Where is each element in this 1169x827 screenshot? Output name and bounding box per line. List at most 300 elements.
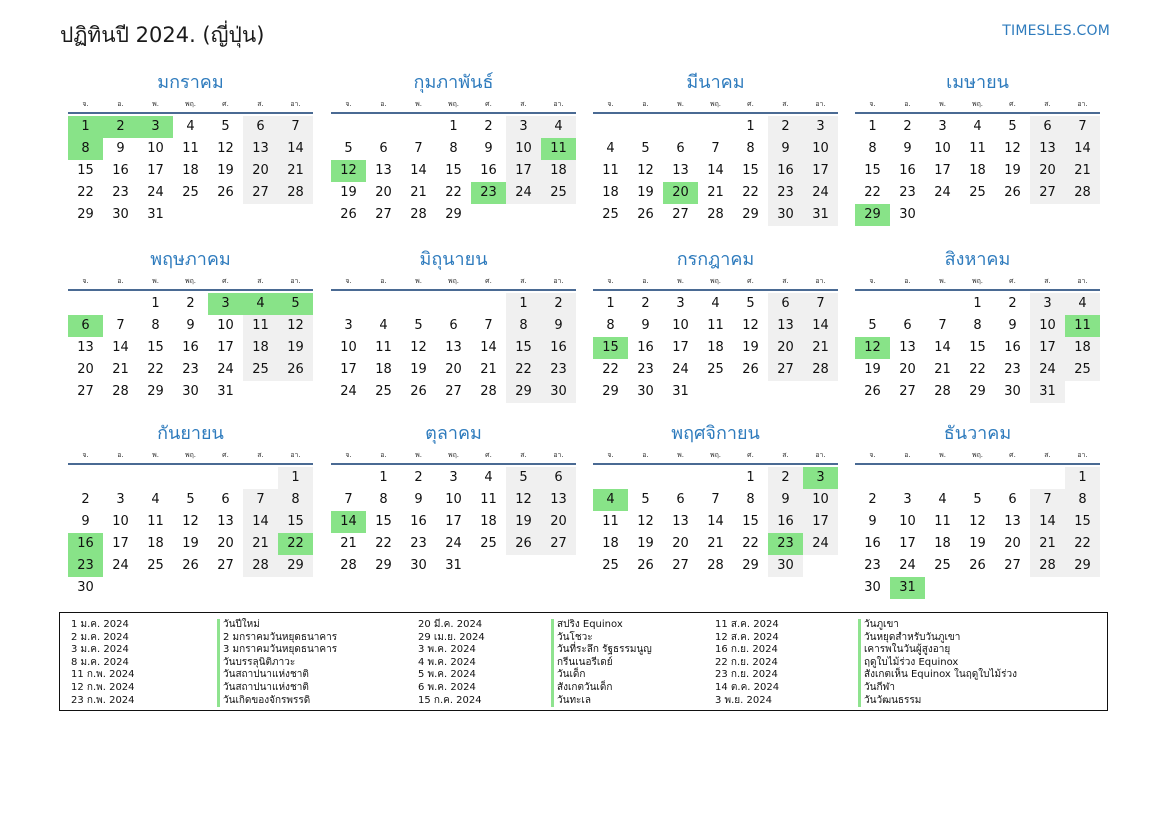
day-cell[interactable]: 12 [217,141,234,156]
day-cell[interactable]: 27 [1030,182,1065,204]
day-cell[interactable]: 15 [742,514,759,529]
day-cell[interactable]: 25 [480,536,497,551]
day-cell[interactable]: 11 [707,318,724,333]
day-cell[interactable]: 12 [410,340,427,355]
day-cell[interactable]: 11 [480,492,497,507]
day-cell[interactable]: 23 [637,362,654,377]
day-cell[interactable]: 4 [938,492,947,507]
day-cell[interactable]: 20 [243,160,278,182]
day-cell[interactable]: 29 [147,384,164,399]
day-cell[interactable]: 16 [899,163,916,178]
day-cell[interactable]: 19 [410,362,427,377]
day-cell[interactable]: 17 [672,340,689,355]
day-cell[interactable]: 19 [278,337,313,359]
day-cell[interactable]: 4 [711,296,720,311]
day-cell[interactable]: 14 [934,340,951,355]
day-cell[interactable]: 27 [243,182,278,204]
day-cell[interactable]: 6 [676,492,685,507]
day-cell[interactable]: 3 [803,467,838,489]
day-cell[interactable]: 30 [1004,384,1021,399]
day-cell[interactable]: 29 [77,207,94,222]
day-cell[interactable]: 4 [1065,293,1100,315]
day-cell[interactable]: 22 [506,359,541,381]
day-cell[interactable]: 31 [803,204,838,226]
day-cell[interactable]: 20 [663,182,698,204]
day-cell[interactable]: 24 [803,533,838,555]
day-cell[interactable]: 14 [480,340,497,355]
day-cell[interactable]: 20 [541,511,576,533]
day-cell[interactable]: 15 [445,163,462,178]
day-cell[interactable]: 14 [707,514,724,529]
day-cell[interactable]: 7 [484,318,493,333]
day-cell[interactable]: 19 [506,511,541,533]
day-cell[interactable]: 25 [602,558,619,573]
day-cell[interactable]: 15 [278,511,313,533]
day-cell[interactable]: 9 [1008,318,1017,333]
day-cell[interactable]: 17 [934,163,951,178]
day-cell[interactable]: 23 [471,182,506,204]
day-cell[interactable]: 7 [711,492,720,507]
day-cell[interactable]: 18 [707,340,724,355]
day-cell[interactable]: 25 [243,359,278,381]
day-cell[interactable]: 5 [506,467,541,489]
day-cell[interactable]: 15 [864,163,881,178]
day-cell[interactable]: 5 [344,141,353,156]
day-cell[interactable]: 10 [803,489,838,511]
day-cell[interactable]: 22 [77,185,94,200]
day-cell[interactable]: 5 [221,119,230,134]
site-link[interactable]: TIMESLES.COM [1002,23,1110,39]
day-cell[interactable]: 3 [903,492,912,507]
day-cell[interactable]: 3 [938,119,947,134]
day-cell[interactable]: 2 [186,296,195,311]
day-cell[interactable]: 20 [899,362,916,377]
day-cell[interactable]: 25 [541,182,576,204]
day-cell[interactable]: 7 [1030,489,1065,511]
day-cell[interactable]: 7 [938,318,947,333]
day-cell[interactable]: 6 [1008,492,1017,507]
day-cell[interactable]: 7 [116,318,125,333]
day-cell[interactable]: 31 [1030,381,1065,403]
day-cell[interactable]: 14 [112,340,129,355]
day-cell[interactable]: 1 [973,296,982,311]
day-cell[interactable]: 16 [410,514,427,529]
day-cell[interactable]: 28 [707,207,724,222]
day-cell[interactable]: 13 [899,340,916,355]
day-cell[interactable]: 8 [379,492,388,507]
day-cell[interactable]: 13 [77,340,94,355]
day-cell[interactable]: 3 [676,296,685,311]
day-cell[interactable]: 13 [768,315,803,337]
day-cell[interactable]: 3 [116,492,125,507]
day-cell[interactable]: 28 [707,558,724,573]
day-cell[interactable]: 3 [344,318,353,333]
day-cell[interactable]: 16 [768,511,803,533]
day-cell[interactable]: 28 [934,384,951,399]
day-cell[interactable]: 22 [375,536,392,551]
day-cell[interactable]: 8 [973,318,982,333]
day-cell[interactable]: 17 [340,362,357,377]
day-cell[interactable]: 13 [217,514,234,529]
day-cell[interactable]: 8 [151,318,160,333]
day-cell[interactable]: 15 [375,514,392,529]
day-cell[interactable]: 24 [934,185,951,200]
day-cell[interactable]: 8 [1065,489,1100,511]
day-cell[interactable]: 19 [637,185,654,200]
day-cell[interactable]: 24 [112,558,129,573]
day-cell[interactable]: 28 [1065,182,1100,204]
day-cell[interactable]: 31 [890,577,925,599]
day-cell[interactable]: 7 [414,141,423,156]
day-cell[interactable]: 11 [602,514,619,529]
day-cell[interactable]: 17 [803,511,838,533]
day-cell[interactable]: 22 [602,362,619,377]
day-cell[interactable]: 9 [641,318,650,333]
day-cell[interactable]: 13 [1004,514,1021,529]
day-cell[interactable]: 1 [151,296,160,311]
day-cell[interactable]: 15 [506,337,541,359]
day-cell[interactable]: 18 [969,163,986,178]
day-cell[interactable]: 17 [147,163,164,178]
day-cell[interactable]: 23 [864,558,881,573]
day-cell[interactable]: 1 [379,470,388,485]
day-cell[interactable]: 23 [768,182,803,204]
day-cell[interactable]: 12 [331,160,366,182]
day-cell[interactable]: 6 [541,467,576,489]
day-cell[interactable]: 29 [506,381,541,403]
day-cell[interactable]: 13 [541,489,576,511]
day-cell[interactable]: 23 [1004,362,1021,377]
day-cell[interactable]: 30 [768,555,803,577]
day-cell[interactable]: 29 [1065,555,1100,577]
day-cell[interactable]: 29 [742,558,759,573]
day-cell[interactable]: 2 [903,119,912,134]
day-cell[interactable]: 8 [868,141,877,156]
day-cell[interactable]: 19 [182,536,199,551]
day-cell[interactable]: 21 [410,185,427,200]
day-cell[interactable]: 18 [480,514,497,529]
day-cell[interactable]: 6 [903,318,912,333]
day-cell[interactable]: 5 [414,318,423,333]
day-cell[interactable]: 26 [410,384,427,399]
day-cell[interactable]: 1 [506,293,541,315]
day-cell[interactable]: 23 [182,362,199,377]
day-cell[interactable]: 13 [445,340,462,355]
day-cell[interactable]: 2 [768,116,803,138]
day-cell[interactable]: 17 [217,340,234,355]
day-cell[interactable]: 30 [77,580,94,595]
day-cell[interactable]: 21 [803,337,838,359]
day-cell[interactable]: 25 [182,185,199,200]
day-cell[interactable]: 6 [68,315,103,337]
day-cell[interactable]: 10 [1030,315,1065,337]
day-cell[interactable]: 6 [379,141,388,156]
day-cell[interactable]: 11 [541,138,576,160]
day-cell[interactable]: 28 [480,384,497,399]
day-cell[interactable]: 3 [449,470,458,485]
day-cell[interactable]: 28 [410,207,427,222]
day-cell[interactable]: 15 [1065,511,1100,533]
day-cell[interactable]: 16 [68,533,103,555]
day-cell[interactable]: 23 [541,359,576,381]
day-cell[interactable]: 7 [803,293,838,315]
day-cell[interactable]: 24 [445,536,462,551]
day-cell[interactable]: 25 [375,384,392,399]
day-cell[interactable]: 10 [147,141,164,156]
day-cell[interactable]: 4 [606,141,615,156]
day-cell[interactable]: 19 [969,536,986,551]
day-cell[interactable]: 30 [768,204,803,226]
day-cell[interactable]: 10 [934,141,951,156]
day-cell[interactable]: 19 [217,163,234,178]
day-cell[interactable]: 28 [112,384,129,399]
day-cell[interactable]: 3 [506,116,541,138]
day-cell[interactable]: 9 [186,318,195,333]
day-cell[interactable]: 8 [278,489,313,511]
day-cell[interactable]: 2 [641,296,650,311]
day-cell[interactable]: 9 [903,141,912,156]
day-cell[interactable]: 1 [278,467,313,489]
day-cell[interactable]: 5 [641,492,650,507]
day-cell[interactable]: 9 [541,315,576,337]
day-cell[interactable]: 12 [742,318,759,333]
day-cell[interactable]: 1 [449,119,458,134]
day-cell[interactable]: 25 [934,558,951,573]
day-cell[interactable]: 20 [672,536,689,551]
day-cell[interactable]: 8 [68,138,103,160]
day-cell[interactable]: 27 [77,384,94,399]
day-cell[interactable]: 4 [243,293,278,315]
day-cell[interactable]: 17 [445,514,462,529]
day-cell[interactable]: 16 [182,340,199,355]
day-cell[interactable]: 28 [243,555,278,577]
day-cell[interactable]: 28 [340,558,357,573]
day-cell[interactable]: 8 [746,141,755,156]
day-cell[interactable]: 22 [864,185,881,200]
day-cell[interactable]: 20 [375,185,392,200]
day-cell[interactable]: 2 [103,116,138,138]
day-cell[interactable]: 11 [147,514,164,529]
day-cell[interactable]: 6 [243,116,278,138]
day-cell[interactable]: 5 [868,318,877,333]
day-cell[interactable]: 12 [969,514,986,529]
day-cell[interactable]: 7 [278,116,313,138]
day-cell[interactable]: 14 [243,511,278,533]
day-cell[interactable]: 15 [593,337,628,359]
day-cell[interactable]: 2 [768,467,803,489]
day-cell[interactable]: 21 [278,160,313,182]
day-cell[interactable]: 30 [864,580,881,595]
day-cell[interactable]: 11 [243,315,278,337]
day-cell[interactable]: 20 [77,362,94,377]
day-cell[interactable]: 6 [449,318,458,333]
day-cell[interactable]: 17 [899,536,916,551]
day-cell[interactable]: 1 [68,116,103,138]
day-cell[interactable]: 25 [602,207,619,222]
day-cell[interactable]: 19 [340,185,357,200]
day-cell[interactable]: 16 [864,536,881,551]
day-cell[interactable]: 27 [445,384,462,399]
day-cell[interactable]: 4 [186,119,195,134]
day-cell[interactable]: 9 [768,489,803,511]
day-cell[interactable]: 30 [899,207,916,222]
day-cell[interactable]: 4 [593,489,628,511]
day-cell[interactable]: 30 [410,558,427,573]
day-cell[interactable]: 5 [1008,119,1017,134]
day-cell[interactable]: 2 [868,492,877,507]
day-cell[interactable]: 7 [711,141,720,156]
day-cell[interactable]: 16 [541,337,576,359]
day-cell[interactable]: 12 [637,163,654,178]
day-cell[interactable]: 11 [969,141,986,156]
day-cell[interactable]: 29 [278,555,313,577]
day-cell[interactable]: 9 [116,141,125,156]
day-cell[interactable]: 22 [1065,533,1100,555]
day-cell[interactable]: 27 [768,359,803,381]
day-cell[interactable]: 5 [641,141,650,156]
day-cell[interactable]: 27 [541,533,576,555]
day-cell[interactable]: 16 [480,163,497,178]
day-cell[interactable]: 16 [637,340,654,355]
day-cell[interactable]: 26 [1004,185,1021,200]
day-cell[interactable]: 3 [1030,293,1065,315]
day-cell[interactable]: 28 [278,182,313,204]
day-cell[interactable]: 13 [375,163,392,178]
day-cell[interactable]: 16 [112,163,129,178]
day-cell[interactable]: 15 [147,340,164,355]
day-cell[interactable]: 29 [445,207,462,222]
day-cell[interactable]: 21 [112,362,129,377]
day-cell[interactable]: 4 [484,470,493,485]
day-cell[interactable]: 18 [147,536,164,551]
day-cell[interactable]: 15 [742,163,759,178]
day-cell[interactable]: 1 [746,119,755,134]
day-cell[interactable]: 13 [243,138,278,160]
day-cell[interactable]: 26 [864,384,881,399]
day-cell[interactable]: 30 [182,384,199,399]
day-cell[interactable]: 1 [746,470,755,485]
day-cell[interactable]: 24 [340,384,357,399]
day-cell[interactable]: 17 [112,536,129,551]
day-cell[interactable]: 15 [77,163,94,178]
day-cell[interactable]: 21 [707,185,724,200]
day-cell[interactable]: 21 [480,362,497,377]
day-cell[interactable]: 5 [186,492,195,507]
day-cell[interactable]: 23 [68,555,103,577]
day-cell[interactable]: 26 [637,207,654,222]
day-cell[interactable]: 17 [506,160,541,182]
day-cell[interactable]: 20 [768,337,803,359]
day-cell[interactable]: 10 [506,138,541,160]
day-cell[interactable]: 10 [672,318,689,333]
day-cell[interactable]: 22 [969,362,986,377]
day-cell[interactable]: 18 [1065,337,1100,359]
day-cell[interactable]: 21 [243,533,278,555]
day-cell[interactable]: 24 [672,362,689,377]
day-cell[interactable]: 25 [147,558,164,573]
day-cell[interactable]: 30 [637,384,654,399]
day-cell[interactable]: 6 [676,141,685,156]
day-cell[interactable]: 26 [742,362,759,377]
day-cell[interactable]: 21 [1030,533,1065,555]
day-cell[interactable]: 16 [768,160,803,182]
day-cell[interactable]: 29 [602,384,619,399]
day-cell[interactable]: 10 [340,340,357,355]
day-cell[interactable]: 26 [506,533,541,555]
day-cell[interactable]: 18 [375,362,392,377]
day-cell[interactable]: 14 [1065,138,1100,160]
day-cell[interactable]: 4 [379,318,388,333]
day-cell[interactable]: 19 [637,536,654,551]
day-cell[interactable]: 9 [414,492,423,507]
day-cell[interactable]: 21 [1065,160,1100,182]
day-cell[interactable]: 3 [138,116,173,138]
day-cell[interactable]: 1 [606,296,615,311]
day-cell[interactable]: 14 [1030,511,1065,533]
day-cell[interactable]: 4 [151,492,160,507]
day-cell[interactable]: 4 [973,119,982,134]
day-cell[interactable]: 31 [147,207,164,222]
day-cell[interactable]: 11 [182,141,199,156]
day-cell[interactable]: 20 [445,362,462,377]
day-cell[interactable]: 29 [375,558,392,573]
day-cell[interactable]: 28 [803,359,838,381]
day-cell[interactable]: 11 [934,514,951,529]
day-cell[interactable]: 27 [672,558,689,573]
day-cell[interactable]: 11 [375,340,392,355]
day-cell[interactable]: 31 [445,558,462,573]
day-cell[interactable]: 10 [803,138,838,160]
day-cell[interactable]: 18 [541,160,576,182]
day-cell[interactable]: 27 [217,558,234,573]
day-cell[interactable]: 7 [243,489,278,511]
day-cell[interactable]: 11 [1065,315,1100,337]
day-cell[interactable]: 10 [899,514,916,529]
day-cell[interactable]: 31 [672,384,689,399]
day-cell[interactable]: 13 [1030,138,1065,160]
day-cell[interactable]: 22 [445,185,462,200]
day-cell[interactable]: 19 [1004,163,1021,178]
day-cell[interactable]: 19 [864,362,881,377]
day-cell[interactable]: 21 [934,362,951,377]
day-cell[interactable]: 8 [449,141,458,156]
day-cell[interactable]: 22 [742,536,759,551]
day-cell[interactable]: 12 [278,315,313,337]
day-cell[interactable]: 2 [414,470,423,485]
day-cell[interactable]: 18 [602,536,619,551]
day-cell[interactable]: 6 [768,293,803,315]
day-cell[interactable]: 17 [1030,337,1065,359]
day-cell[interactable]: 10 [445,492,462,507]
day-cell[interactable]: 27 [899,384,916,399]
day-cell[interactable]: 21 [340,536,357,551]
day-cell[interactable]: 9 [868,514,877,529]
day-cell[interactable]: 14 [410,163,427,178]
day-cell[interactable]: 23 [410,536,427,551]
day-cell[interactable]: 28 [1030,555,1065,577]
day-cell[interactable]: 15 [969,340,986,355]
day-cell[interactable]: 7 [1065,116,1100,138]
day-cell[interactable]: 8 [746,492,755,507]
day-cell[interactable]: 12 [855,337,890,359]
day-cell[interactable]: 2 [541,293,576,315]
day-cell[interactable]: 7 [344,492,353,507]
day-cell[interactable]: 30 [112,207,129,222]
day-cell[interactable]: 18 [934,536,951,551]
day-cell[interactable]: 9 [484,141,493,156]
day-cell[interactable]: 14 [707,163,724,178]
day-cell[interactable]: 14 [331,511,366,533]
